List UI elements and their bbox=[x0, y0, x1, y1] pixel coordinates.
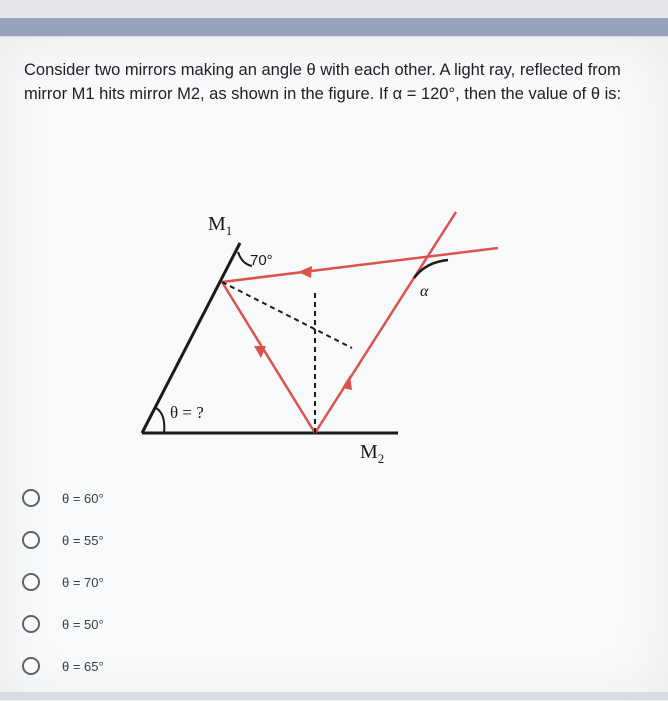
option-1[interactable] bbox=[22, 478, 222, 518]
label-alpha: α bbox=[420, 283, 429, 300]
radio-button[interactable] bbox=[22, 615, 40, 633]
label-m2: $M_2$ bbox=[360, 441, 385, 466]
theta-arc bbox=[156, 408, 164, 433]
radio-button[interactable] bbox=[22, 531, 40, 549]
label-angle-70: 70° bbox=[250, 252, 273, 269]
radio-button[interactable] bbox=[22, 657, 40, 675]
radio-button[interactable] bbox=[22, 573, 40, 591]
mirror-diagram bbox=[130, 200, 510, 470]
option-4[interactable] bbox=[22, 604, 222, 644]
option-2[interactable] bbox=[22, 520, 222, 560]
option-label: θ = 55° bbox=[62, 532, 104, 548]
bottom-bar bbox=[0, 692, 668, 700]
option-label: θ = 65° bbox=[62, 658, 104, 674]
header-accent-bar bbox=[0, 18, 668, 36]
reflected-ray-2 bbox=[315, 212, 456, 433]
question-text: Consider two mirrors making an angle θ with each other. A light ray, reflected from mirror M1 hits mirror M2, as shown in the figure. If α = 120°, then the value of θ is: bbox=[24, 61, 622, 103]
option-label: θ = 70° bbox=[62, 574, 104, 590]
top-band bbox=[0, 0, 668, 18]
option-5[interactable] bbox=[22, 646, 222, 686]
option-3[interactable] bbox=[22, 562, 222, 602]
option-label: θ = 50° bbox=[62, 616, 104, 632]
radio-button[interactable] bbox=[22, 489, 40, 507]
label-theta: θ = ? bbox=[170, 403, 204, 422]
incoming-ray-arrow bbox=[298, 266, 312, 278]
option-label: θ = 60° bbox=[62, 490, 104, 506]
reflected-ray-1 bbox=[222, 282, 315, 433]
label-m1: $M_1$ bbox=[208, 213, 233, 238]
